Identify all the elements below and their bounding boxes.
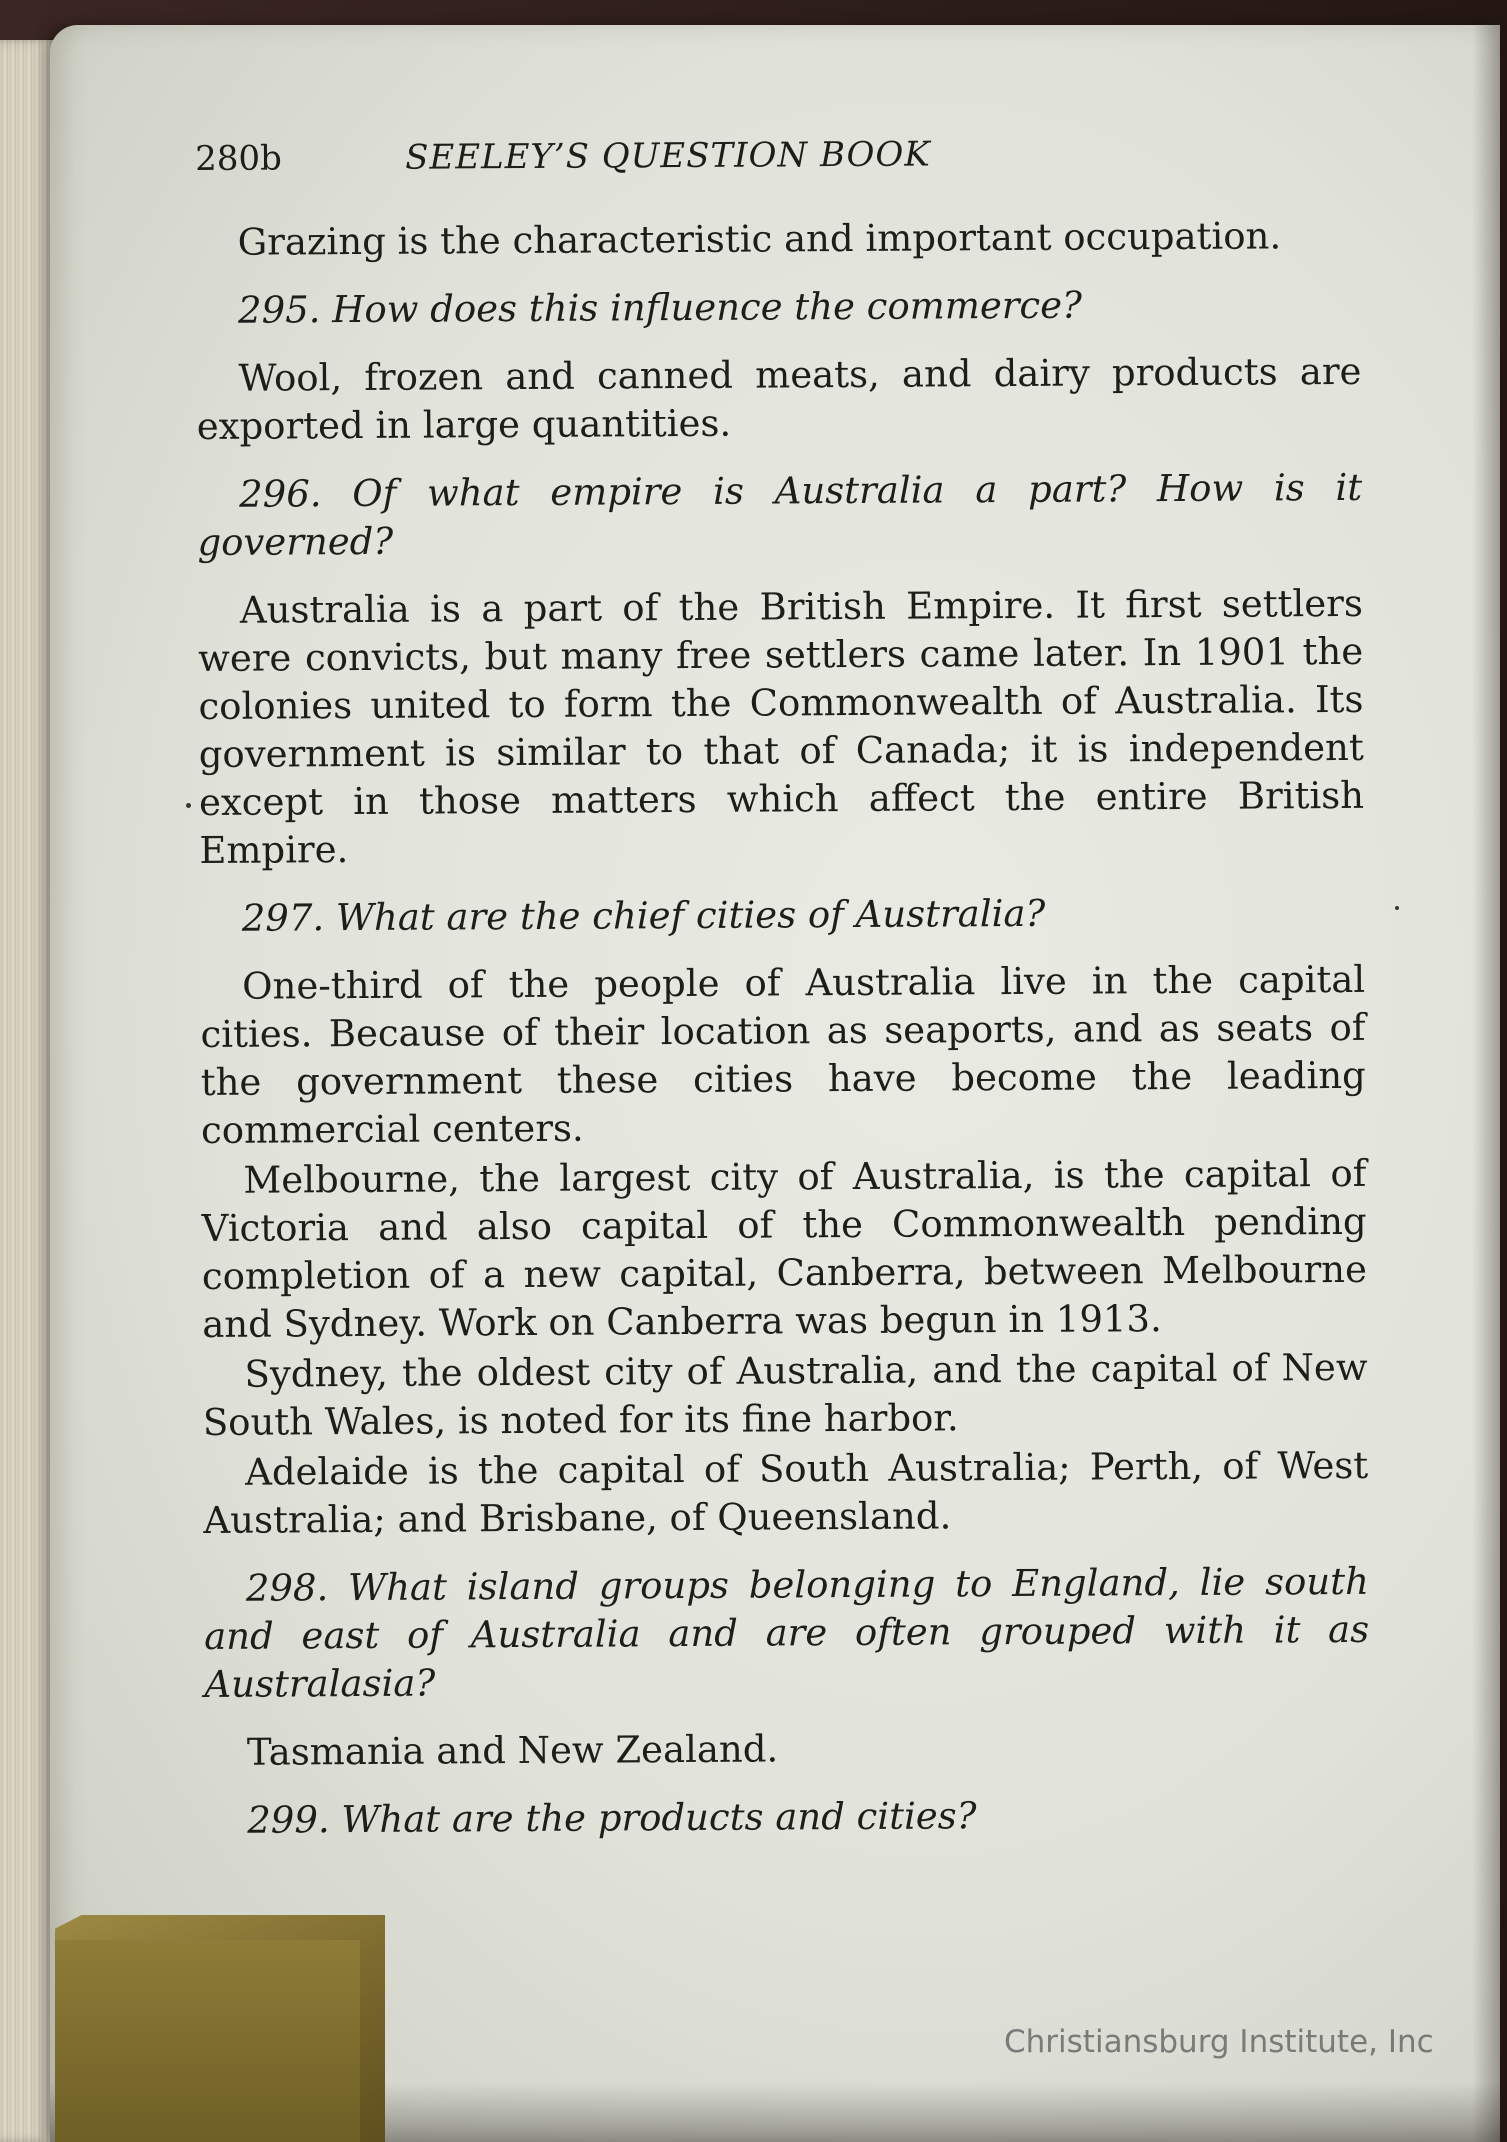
answer-paragraph: Tasmania and New Zealand. [246,1727,779,1774]
watermark-text: Christiansburg Institute, Inc [1004,2024,1434,2060]
answer-paragraph: Sydney, the oldest city of Australia, and the capital of New South Wales, is noted for its fine harbor. [202,1345,1368,1444]
answer-paragraph: Adelaide is the capital of South Australia; Perth, of West Australia; and Brisbane, of Queensland. [203,1443,1369,1542]
answer-paragraph: Grazing is the characteristic and important occupation. [237,214,1282,264]
answer-paragraph: Wool, frozen and canned meats, and dairy products are exported in large quantities. [196,349,1362,448]
page-text [195,128,1371,1865]
question-298: 298. What island groups belonging to England, lie south and east of Australia and are often grouped with it as Australasia? [204,1559,1370,1706]
bookmark-face [55,1940,360,2142]
speck-mark [1395,906,1399,910]
answer-paragraph: One-third of the people of Australia live in the capital cities. Because of their location as seaports, and as seats of the government these cities have become the leading commercial centers. [200,957,1366,1152]
page-header [195,128,1360,195]
question-299: 299. What are the products and cities? [247,1794,977,1842]
question-295: 295. How does this influence the commerce? [237,283,1083,332]
question-296: 296. Of what empire is Australia a part? How is it governed? [197,465,1363,564]
answer-paragraph: Melbourne, the largest city of Australia, is the capital of Victoria and also capital of the Commonwealth pending completion of a new capital, Canberra, between Melbourne and Sydney. Work on Canberra was begun in 1913. [201,1151,1368,1346]
question-297: 297. What are the chief cities of Australia? [241,891,1046,940]
page-edge-shadow [1472,25,1500,2142]
speck-mark [186,803,191,808]
page-number: 280b [195,138,282,179]
answer-paragraph: Australia is a part of the British Empire. It first settlers were convicts, but many free settlers came later. In 1901 the colonies united to form the Commonwealth of Australia. Its government is similar to that of Canada; it is independent except in those matters which affect the entire British Empire. [198,581,1365,872]
running-head: SEELEY’S QUESTION BOOK [405,134,931,178]
